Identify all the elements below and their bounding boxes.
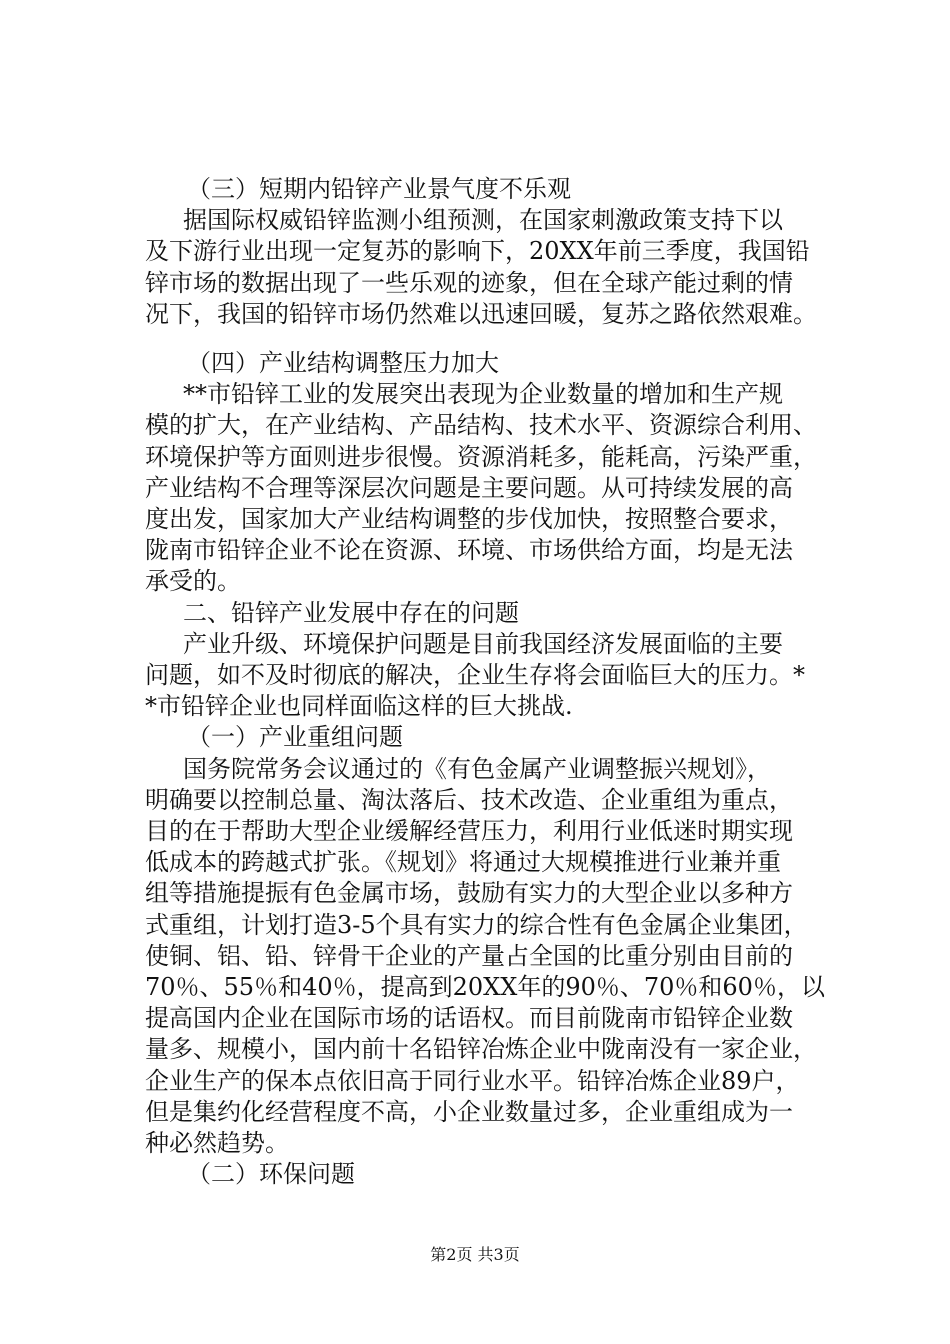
paragraph-line: 国务院常务会议通过的《有色金属产业调整振兴规划》， — [183, 755, 771, 783]
paragraph-line: 据国际权威铅锌监测小组预测，在国家刺激政策支持下以 — [183, 206, 783, 234]
paragraph-line: 使铜、铝、铅、锌骨干企业的产量占全国的比重分别由目前的 — [145, 942, 793, 970]
paragraph-line: 问题，如不及时彻底的解决，企业生存将会面临巨大的压力。* — [145, 661, 805, 689]
paragraph-line: 承受的。 — [145, 567, 241, 595]
paragraph-line: 产业升级、环境保护问题是目前我国经济发展面临的主要 — [183, 630, 783, 658]
paragraph-line: 明确要以控制总量、淘汰落后、技术改造、企业重组为重点， — [145, 786, 793, 814]
paragraph-line: 产业结构不合理等深层次问题是主要问题。从可持续发展的高 — [145, 474, 793, 502]
paragraph-line: 模的扩大，在产业结构、产品结构、技术水平、资源综合利用、 — [145, 411, 817, 439]
paragraph-line: 提高国内企业在国际市场的话语权。而目前陇南市铅锌企业数 — [145, 1004, 793, 1032]
section-heading-2: 二、铅锌产业发展中存在的问题 — [183, 599, 519, 627]
paragraph-line: 度出发，国家加大产业结构调整的步伐加快，按照整合要求， — [145, 505, 793, 533]
heading-2: （二）环保问题 — [187, 1160, 355, 1188]
paragraph-line: 低成本的跨越式扩张。《规划》将通过大规模推进行业兼并重 — [145, 848, 781, 876]
paragraph-line: 式重组，计划打造3-5个具有实力的综合性有色金属企业集团， — [145, 911, 808, 939]
heading-4: （四）产业结构调整压力加大 — [187, 349, 499, 377]
paragraph-line: 及下游行业出现一定复苏的影响下，20XX年前三季度，我国铅 — [145, 237, 810, 265]
heading-1: （一）产业重组问题 — [187, 723, 403, 751]
paragraph-line: 70％、55％和40％，提高到20XX年的90％、70％和60％，以 — [145, 973, 825, 1001]
paragraph-line: *市铅锌企业也同样面临这样的巨大挑战. — [145, 692, 573, 720]
heading-3: （三）短期内铅锌产业景气度不乐观 — [187, 175, 571, 203]
paragraph-line: 量多、规模小，国内前十名铅锌冶炼企业中陇南没有一家企业， — [145, 1035, 817, 1063]
paragraph-line: 企业生产的保本点依旧高于同行业水平。铅锌冶炼企业89户， — [145, 1067, 800, 1095]
paragraph-line: 目的在于帮助大型企业缓解经营压力，利用行业低迷时期实现 — [145, 817, 793, 845]
paragraph-line: 锌市场的数据出现了一些乐观的迹象，但在全球产能过剩的情 — [145, 269, 793, 297]
paragraph-line: 种必然趋势。 — [145, 1129, 289, 1157]
paragraph-line: 况下，我国的铅锌市场仍然难以迅速回暖，复苏之路依然艰难。 — [145, 300, 817, 328]
paragraph-line: **市铅锌工业的发展突出表现为企业数量的增加和生产规 — [183, 380, 783, 408]
paragraph-line: 环境保护等方面则进步很慢。资源消耗多，能耗高，污染严重， — [145, 443, 817, 471]
paragraph-line: 陇南市铅锌企业不论在资源、环境、市场供给方面，均是无法 — [145, 536, 793, 564]
page-footer: 第2页 共3页 — [430, 1245, 520, 1264]
paragraph-line: 但是集约化经营程度不高，小企业数量过多，企业重组成为一 — [145, 1098, 793, 1126]
paragraph-line: 组等措施提振有色金属市场，鼓励有实力的大型企业以多种方 — [145, 879, 793, 907]
